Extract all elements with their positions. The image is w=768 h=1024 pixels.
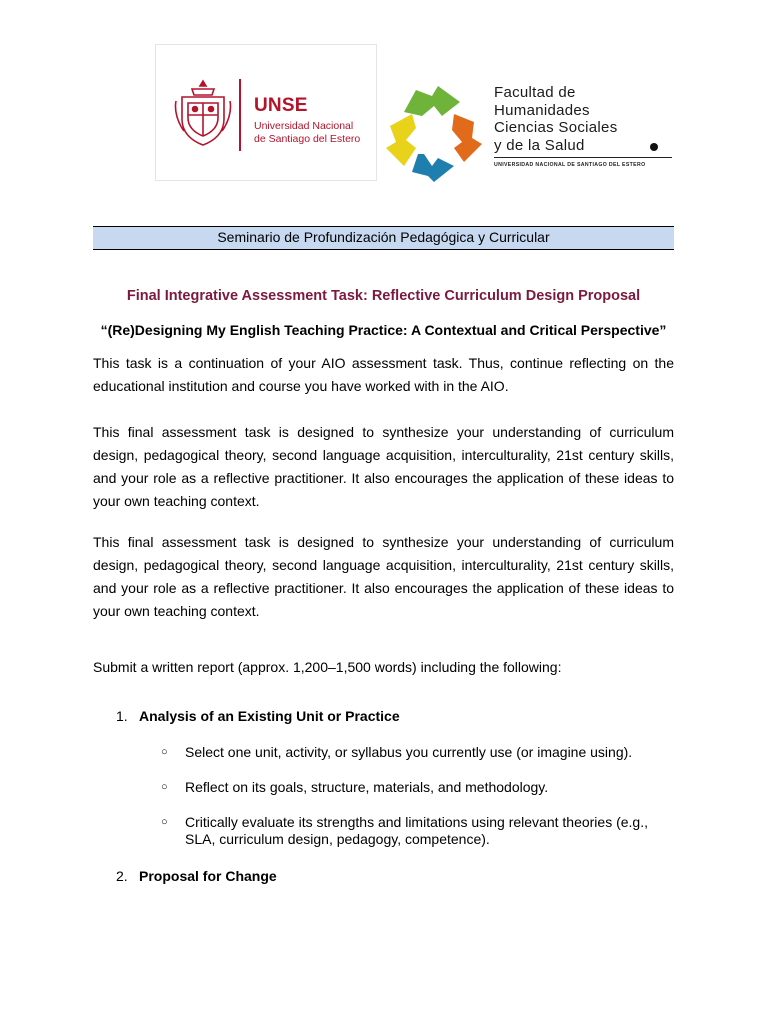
unse-name	[254, 120, 360, 145]
seminar-banner: Seminario de Profundización Pedagógica y Curricular	[93, 226, 674, 250]
paragraph-intro: This task is a continuation of your AIO assessment task. Thus, continue reflecting on the educational institution and course you have worked with in the AIO.	[93, 355, 674, 394]
list-heading: Analysis of an Existing Unit or Practice	[139, 708, 400, 724]
list-item-proposal	[116, 868, 277, 884]
unse-separator	[239, 79, 241, 151]
bullet-text: Reflect on its goals, structure, materials, and methodology.	[185, 779, 549, 795]
bullet-circle-icon: ○	[161, 781, 168, 793]
paragraph-purpose: This final assessment task is designed to synthesize your understanding of curriculum design, pedagogical theory, second language acquisition, interculturality, 21st century skills, and your role as a reflective practitioner. It also encourages the application of these ideas to your own teaching context.	[93, 424, 674, 509]
unse-crest-icon	[174, 77, 232, 149]
faculty-line4: y de la Salud	[494, 136, 585, 154]
faculty-dot	[650, 143, 658, 151]
paragraph-purpose-repeat: This final assessment task is designed to synthesize your understanding of curriculum design, pedagogical theory, second language acquisition, interculturality, 21st century skills, and your role as a reflective practitioner. It also encourages the application of these ideas to your own teaching context.	[93, 534, 674, 619]
unse-name-line1: Universidad Nacional	[254, 120, 354, 132]
list-number: 2.	[116, 868, 128, 884]
faculty-line2: Humanidades	[494, 101, 590, 119]
list-item-analysis	[116, 708, 400, 724]
faculty-name	[494, 84, 618, 154]
bullet-circle-icon: ○	[161, 746, 168, 758]
unse-acronym: UNSE	[254, 95, 308, 116]
faculty-line1: Facultad de	[494, 84, 576, 101]
list-heading: Proposal for Change	[139, 868, 277, 884]
faculty-logo	[382, 82, 674, 186]
unse-name-line2: de Santiago del Estero	[254, 132, 361, 145]
faculty-wheel-icon	[382, 82, 486, 186]
paragraph-submit: Submit a written report (approx. 1,200–1,500 words) including the following:	[93, 659, 562, 675]
faculty-rule	[494, 157, 672, 158]
bullet-circle-icon: ○	[161, 816, 168, 828]
list-number: 1.	[116, 708, 128, 724]
bullet-text: Critically evaluate its strengths and limitations using relevant theories (e.g., SLA, curriculum design, pedagogy, competence).	[185, 814, 648, 847]
unse-logo	[155, 44, 377, 181]
task-title: Final Integrative Assessment Task: Reflective Curriculum Design Proposal	[126, 288, 641, 304]
faculty-university: UNIVERSIDAD NACIONAL DE SANTIAGO DEL ESTERO	[494, 162, 646, 168]
faculty-line3: Ciencias Sociales	[494, 119, 618, 136]
task-subtitle: “(Re)Designing My English Teaching Practice: A Contextual and Critical Perspective”	[100, 322, 667, 338]
bullet-text: Select one unit, activity, or syllabus you currently use (or imagine using).	[185, 744, 633, 760]
